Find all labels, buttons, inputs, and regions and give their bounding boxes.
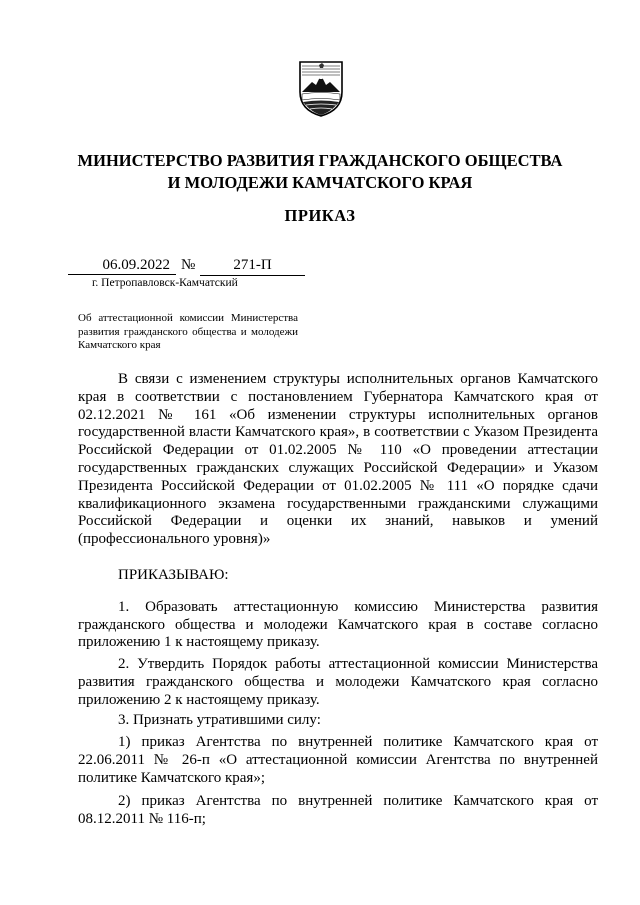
order-subject: Об аттестационной комиссии Министерства развития гражданского общества и молодежи Камчатского края (78, 312, 298, 351)
order-item-3: 3. Признать утратившими силу: (118, 711, 321, 728)
order-title: ПРИКАЗ (284, 206, 356, 225)
ministry-name-line2: И МОЛОДЕЖИ КАМЧАТСКОГО КРАЯ (167, 173, 473, 192)
order-body (78, 371, 598, 828)
order-item-3-1: 1) приказ Агентства по внутренней политике Камчатского края от 22.06.2011 № 26-п «О аттестационной комиссии Агентства по внутренней политике Камчатского края»; (78, 734, 598, 786)
order-date: 06.09.2022 (68, 255, 176, 275)
ministry-name (40, 150, 600, 194)
city: г. Петропавловск-Камчатский (92, 277, 238, 289)
order-item-1: 1. Образовать аттестационную комиссию Министерства развития гражданского общества и молодежи Камчатского края в составе согласно приложению 1 к настоящему приказу. (78, 598, 598, 651)
order-number: 271-П (200, 255, 305, 276)
coat-of-arms-icon (298, 58, 344, 118)
order-word: ПРИКАЗЫВАЮ: (118, 566, 229, 583)
order-item-2: 2. Утвердить Порядок работы аттестационной комиссии Министерства развития гражданского общества и молодежи Камчатского края согласно приложению 2 к настоящему приказу. (78, 656, 598, 708)
order-item-3-2: 2) приказ Агентства по внутренней политике Камчатского края от 08.12.2011 № 116-п; (78, 792, 598, 827)
ministry-name-line1: МИНИСТЕРСТВО РАЗВИТИЯ ГРАЖДАНСКОГО ОБЩЕСТВА (77, 151, 563, 170)
order-number-label: № (181, 257, 196, 273)
preamble-paragraph: В связи с изменением структуры исполнительных органов Камчатского края в соответствии с постановлением Губернатора Камчатского края от 02.12.2021 № 161 «Об изменении структуры исполнительных органов государственной власти Камчатского края», в соответствии с Указом Президента Российской Федерации от 01.02.2005 № 110 «О проведении аттестации государственных гражданских служащих Российской Федерации» и Указом Президента Российской Федерации от 01.02.2005 № 111 «О порядке сдачи квалификационного экзамена государственными гражданскими служащими Российской Федерации и оценки их знаний, навыков и умений (профессионального уровня)» (78, 371, 598, 548)
